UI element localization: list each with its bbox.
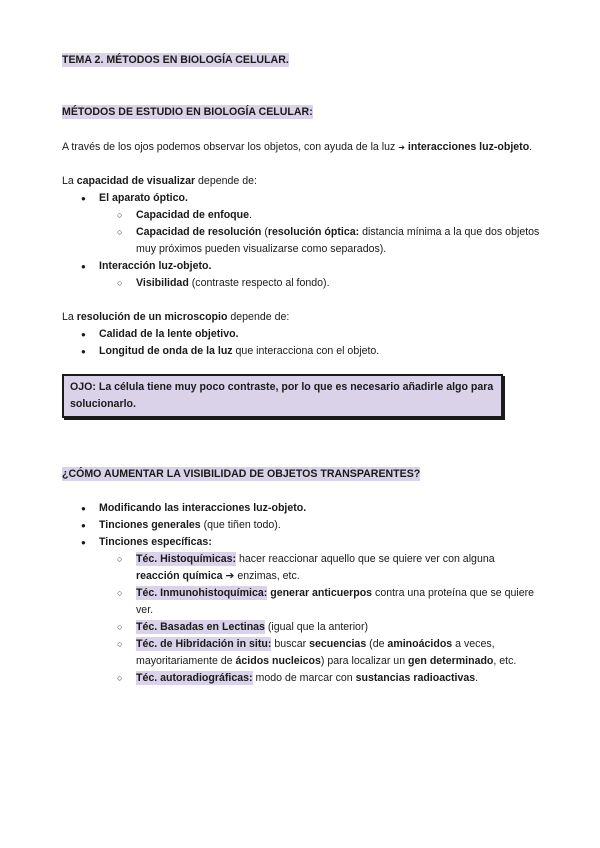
intro-paragraph: A través de los ojos podemos observar los objetos, con ayuda de la luz ➔ interacciones luz-objeto.	[62, 141, 533, 153]
list-item: ○ Téc. Basadas en Lectinas (igual que la anterior)	[99, 619, 540, 636]
list-item: ● Calidad de la lente objetivo.	[62, 326, 540, 343]
list-item: ● Tinciones generales (que tiñen todo).	[62, 517, 540, 534]
capacity-list	[62, 190, 540, 292]
note-text: OJO: La célula tiene muy poco contraste, por lo que es necesario añadirle algo para solucionarlo.	[70, 381, 494, 410]
document-page	[62, 52, 540, 687]
visibility-list	[62, 500, 540, 687]
list-item: ○ Visibilidad (contraste respecto al fondo).	[99, 275, 540, 292]
list-item: ● El aparato óptico. ○ Capacidad de enfoque. ○ Capacidad de resolución (resolución óptica: distancia mínima a la que dos objetos muy próximos pueden visualizarse como separados).	[62, 190, 540, 258]
list-item: ○ Téc. Inmunohistoquímica: generar anticuerpos contra una proteína que se quiere ver.	[99, 585, 540, 619]
resolution-list	[62, 326, 540, 360]
list-item: ● Interacción luz-objeto. ○ Visibilidad (contraste respecto al fondo).	[62, 258, 540, 292]
list-item: ○ Téc. Histoquímicas: hacer reaccionar aquello que se quiere ver con alguna reacción química ➔ enzimas, etc.	[99, 551, 540, 585]
list-item: ○ Téc. de Hibridación in situ: buscar secuencias (de aminoácidos a veces, mayoritariamente de ácidos nucleicos) para localizar un gen determinado, etc.	[99, 636, 540, 670]
sub-list	[99, 275, 540, 292]
list-item: ● Tinciones específicas: ○ Téc. Histoquímicas: hacer reaccionar aquello que se quiere ver con alguna reacción química ➔ enzimas, etc. ○ Téc. Inmunohistoquímica: generar anticuerpos contra una proteína que se quiere ver. ○ Téc. Basadas en Lectinas (igual que la anterior) ○ Téc. de Hibridación in situ: buscar secuencias (de aminoácidos a veces, mayoritariamente de ácidos nucleicos) para localizar un gen determinado, etc. ○ Téc. autoradiográficas: modo de marcar con sustancias radioactivas.	[62, 534, 540, 687]
list-item: ● Modificando las interacciones luz-objeto.	[62, 500, 540, 517]
sub-list	[99, 207, 540, 258]
techniques-list	[99, 551, 540, 687]
note-box	[62, 374, 503, 418]
list-item: ○ Capacidad de enfoque.	[99, 207, 540, 224]
list-item: ○ Téc. autoradiográficas: modo de marcar con sustancias radioactivas.	[99, 670, 540, 687]
document-title	[62, 52, 540, 69]
section2-heading: ¿CÓMO AUMENTAR LA VISIBILIDAD DE OBJETOS TRANSPARENTES?	[62, 468, 421, 480]
section1-heading: MÉTODOS DE ESTUDIO EN BIOLOGÍA CELULAR:	[62, 106, 313, 118]
arrow-icon: ➔	[398, 143, 405, 152]
resolution-paragraph: La resolución de un microscopio depende de:	[62, 311, 290, 323]
list-item: ○ Capacidad de resolución (resolución óptica: distancia mínima a la que dos objetos muy próximos pueden visualizarse como separados).	[99, 224, 540, 258]
title-text: TEMA 2. MÉTODOS EN BIOLOGÍA CELULAR.	[62, 54, 289, 66]
list-item: ● Longitud de onda de la luz que interacciona con el objeto.	[62, 343, 540, 360]
capacity-paragraph: La capacidad de visualizar depende de:	[62, 175, 257, 187]
